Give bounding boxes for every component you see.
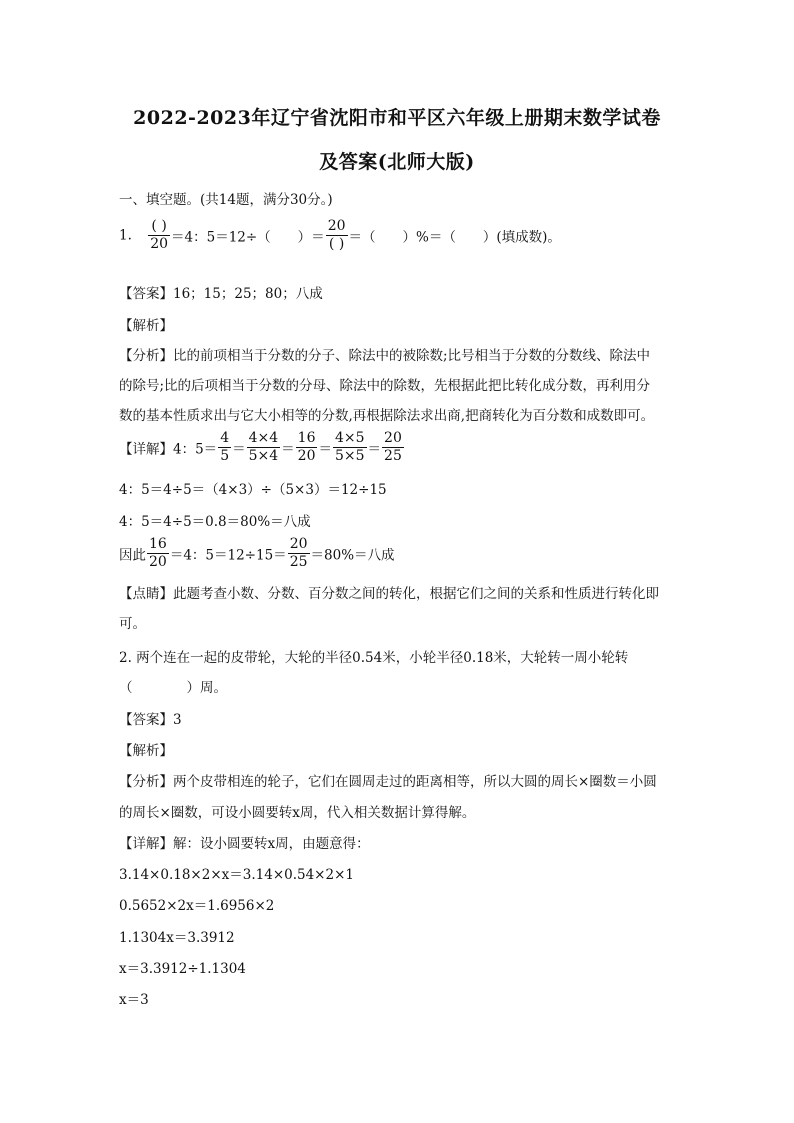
question-text: ＝（ ）%＝（ ）(填成数)。 xyxy=(348,229,561,246)
solution-step: 0.5652×2x＝1.6956×2 xyxy=(119,898,275,914)
fraction xyxy=(288,536,310,571)
fraction xyxy=(382,430,404,465)
fraction xyxy=(148,218,170,253)
question-1 xyxy=(119,218,561,253)
analysis-label: 【解析】 xyxy=(119,743,173,759)
document-title-line-2: 及答案(北师大版) xyxy=(319,151,475,173)
fraction-denominator: 20 xyxy=(150,236,169,252)
answer-line: 【答案】3 xyxy=(119,712,182,728)
question-2-text: 2. 两个连在一起的皮带轮，大轮的半径0.54米，小轮半径0.18米，大轮转一周小轮转 xyxy=(119,650,629,666)
solution-step: 3.14×0.18×2×x＝3.14×0.54×2×1 xyxy=(119,867,354,883)
solution-step: x＝3.3912÷1.1304 xyxy=(119,961,246,977)
fraction-numerator: ( ) xyxy=(148,218,170,236)
detail-step: 4：5＝4÷5＝0.8＝80%＝八成 xyxy=(119,514,311,530)
fraction-denominator: 20 xyxy=(297,448,316,464)
fraction xyxy=(296,430,318,465)
analysis-text: 【分析】两个皮带相连的轮子，它们在圆周走过的距离相等，所以大圆的周长×圈数＝小圆 xyxy=(119,774,657,790)
detail-step: 4：5＝4÷5＝（4×3）÷（5×3）＝12÷15 xyxy=(119,482,387,498)
equals-sign: ＝ xyxy=(367,441,382,458)
fraction-denominator: 5×4 xyxy=(248,448,279,464)
conclusion-equation xyxy=(119,536,395,571)
fraction-denominator: ( ) xyxy=(328,236,345,252)
fraction xyxy=(333,430,367,465)
question-text: ＝4：5＝12÷（ ）＝ xyxy=(171,229,325,246)
fraction-numerator: 16 xyxy=(149,536,167,552)
fraction-numerator: 4×5 xyxy=(334,430,365,446)
question-number: 1. xyxy=(119,227,132,244)
question-2-text: （ ）周。 xyxy=(119,680,227,696)
fraction xyxy=(247,430,281,465)
fraction xyxy=(218,430,231,465)
section-heading: 一、填空题。(共14题，满分30分。) xyxy=(119,192,333,208)
equals-sign: ＝ xyxy=(281,441,295,458)
fraction-denominator: 20 xyxy=(149,554,167,570)
fraction-numerator: 4×4 xyxy=(248,430,279,446)
conclusion-text: ＝80%＝八成 xyxy=(310,547,395,564)
fraction xyxy=(147,536,169,571)
analysis-label: 【解析】 xyxy=(119,318,173,334)
fraction-numerator: 4 xyxy=(220,430,230,446)
conclusion-text: ＝4：5＝12÷15＝ xyxy=(169,547,287,564)
document-title-line-1: 2022-2023年辽宁省沈阳市和平区六年级上册期末数学试卷 xyxy=(133,107,661,129)
analysis-text: 的周长×圈数，可设小圆要转x周，代入相关数据计算得解。 xyxy=(119,805,476,821)
fraction-numerator: 20 xyxy=(289,536,308,552)
answer-line: 【答案】16；15；25；80；八成 xyxy=(119,286,323,302)
conclusion-label: 因此 xyxy=(119,547,146,564)
fraction-denominator: 25 xyxy=(384,448,402,464)
analysis-text: 【分析】比的前项相当于分数的分子、除法中的被除数;比号相当于分数的分数线、除法中 xyxy=(119,348,651,364)
equals-sign: ＝ xyxy=(318,441,332,458)
detail-equation xyxy=(119,430,405,465)
fraction-denominator: 25 xyxy=(289,554,308,570)
solution-step: x＝3 xyxy=(119,992,149,1008)
solution-step: 1.1304x＝3.3912 xyxy=(119,930,235,946)
fraction-denominator: 5×5 xyxy=(334,448,365,464)
detail-text: 【详解】解：设小圆要转x周，由题意得： xyxy=(119,836,370,852)
fraction-numerator: 20 xyxy=(384,430,402,446)
detail-label: 【详解】4：5＝ xyxy=(119,441,218,458)
fraction xyxy=(326,218,348,253)
comment-text: 【点睛】此题考查小数、分数、百分数之间的转化，根据它们之间的关系和性质进行转化即 xyxy=(119,586,659,602)
equals-sign: ＝ xyxy=(232,441,246,458)
fraction-numerator: 20 xyxy=(327,218,346,234)
analysis-text: 数的基本性质求出与它大小相等的分数,再根据除法求出商,把商转化为百分数和成数即可。 xyxy=(119,408,655,424)
fraction-denominator: 5 xyxy=(220,448,230,464)
comment-text: 可。 xyxy=(119,616,146,632)
analysis-text: 的除号;比的后项相当于分数的分母、除法中的除数，先根据此把比转化成分数，再利用分 xyxy=(119,378,651,394)
fraction-numerator: 16 xyxy=(297,430,316,446)
